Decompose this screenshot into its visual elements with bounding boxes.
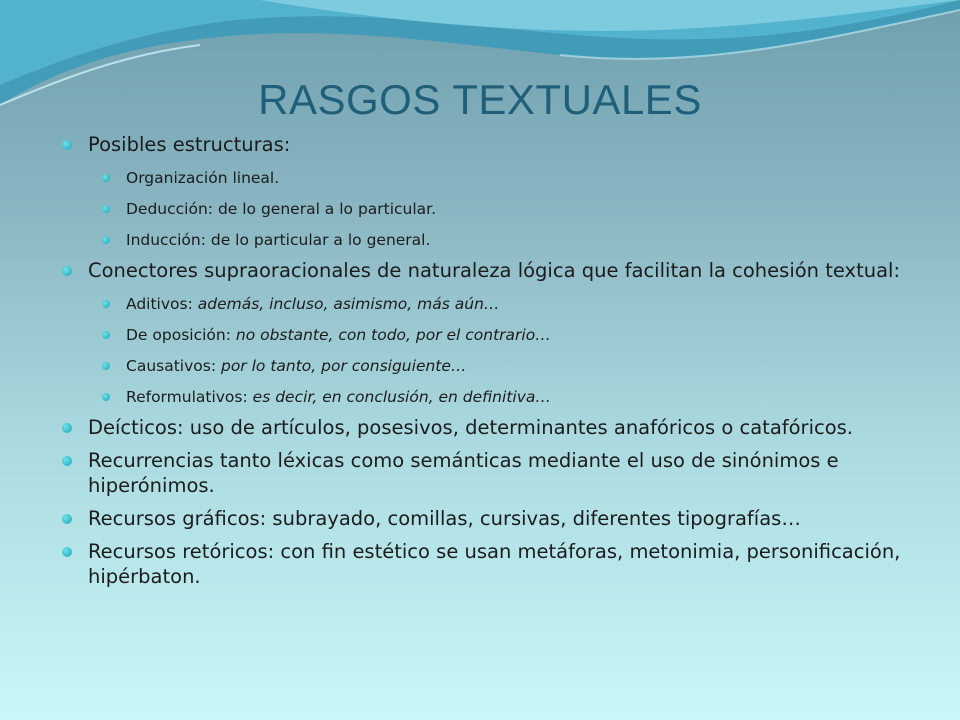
bullet-icon xyxy=(62,266,72,276)
sub-item-text: Organización lineal. xyxy=(126,169,280,187)
bullet-icon xyxy=(102,236,110,244)
sub-list xyxy=(60,294,910,407)
sub-item-label: De oposición: xyxy=(126,326,236,344)
list-item xyxy=(60,539,910,589)
sub-item-label: Aditivos: xyxy=(126,295,198,313)
bullet-icon xyxy=(62,456,72,466)
sub-item-examples: no obstante, con todo, por el contrario… xyxy=(235,326,551,344)
sub-item-label: Causativos: xyxy=(126,357,221,375)
sub-list-item xyxy=(60,230,910,250)
bullet-icon xyxy=(102,331,110,339)
list-item xyxy=(60,448,910,498)
sub-list-item xyxy=(60,199,910,219)
list-item-text: Recurrencias tanto léxicas como semánticas mediante el uso de sinónimos e hiperónimos. xyxy=(88,449,839,497)
sub-item-text: Inducción: de lo particular a lo general. xyxy=(126,231,431,249)
sub-list-item xyxy=(60,325,910,345)
bullet-icon xyxy=(62,547,72,557)
bullet-icon xyxy=(102,205,110,213)
sub-list-item xyxy=(60,294,910,314)
bullet-icon xyxy=(102,300,110,308)
sub-item-examples: además, incluso, asimismo, más aún… xyxy=(197,295,500,313)
list-item xyxy=(60,415,910,440)
sub-item-examples: por lo tanto, por consiguiente… xyxy=(220,357,467,375)
bullet-icon xyxy=(102,393,110,401)
sub-item-label: Reformulativos: xyxy=(126,388,253,406)
sub-list xyxy=(60,168,910,250)
sub-list-item xyxy=(60,387,910,407)
list-item xyxy=(60,132,910,157)
bullet-icon xyxy=(62,140,72,150)
list-item-text: Recursos gráficos: subrayado, comillas, cursivas, diferentes tipografías… xyxy=(88,507,801,530)
list-item-text: Posibles estructuras: xyxy=(88,133,291,156)
sub-list-item xyxy=(60,356,910,376)
sub-item-examples: es decir, en conclusión, en definitiva… xyxy=(252,388,551,406)
list-item-text: Conectores supraoracionales de naturaleza lógica que facilitan la cohesión textual: xyxy=(88,259,901,282)
bullet-icon xyxy=(62,514,72,524)
bullet-icon xyxy=(102,174,110,182)
slide-title: RASGOS TEXTUALES xyxy=(258,76,702,123)
list-item-text: Deícticos: uso de artículos, posesivos, determinantes anafóricos o catafóricos. xyxy=(88,416,854,439)
list-item-text: Recursos retóricos: con fin estético se usan metáforas, metonimia, personificación, hipérbaton. xyxy=(88,540,901,588)
sub-item-text: Deducción: de lo general a lo particular. xyxy=(126,200,437,218)
sub-list-item xyxy=(60,168,910,188)
bullet-icon xyxy=(62,423,72,433)
bullet-icon xyxy=(102,362,110,370)
list-item xyxy=(60,506,910,531)
list-item xyxy=(60,258,910,283)
bullet-list xyxy=(60,132,910,589)
